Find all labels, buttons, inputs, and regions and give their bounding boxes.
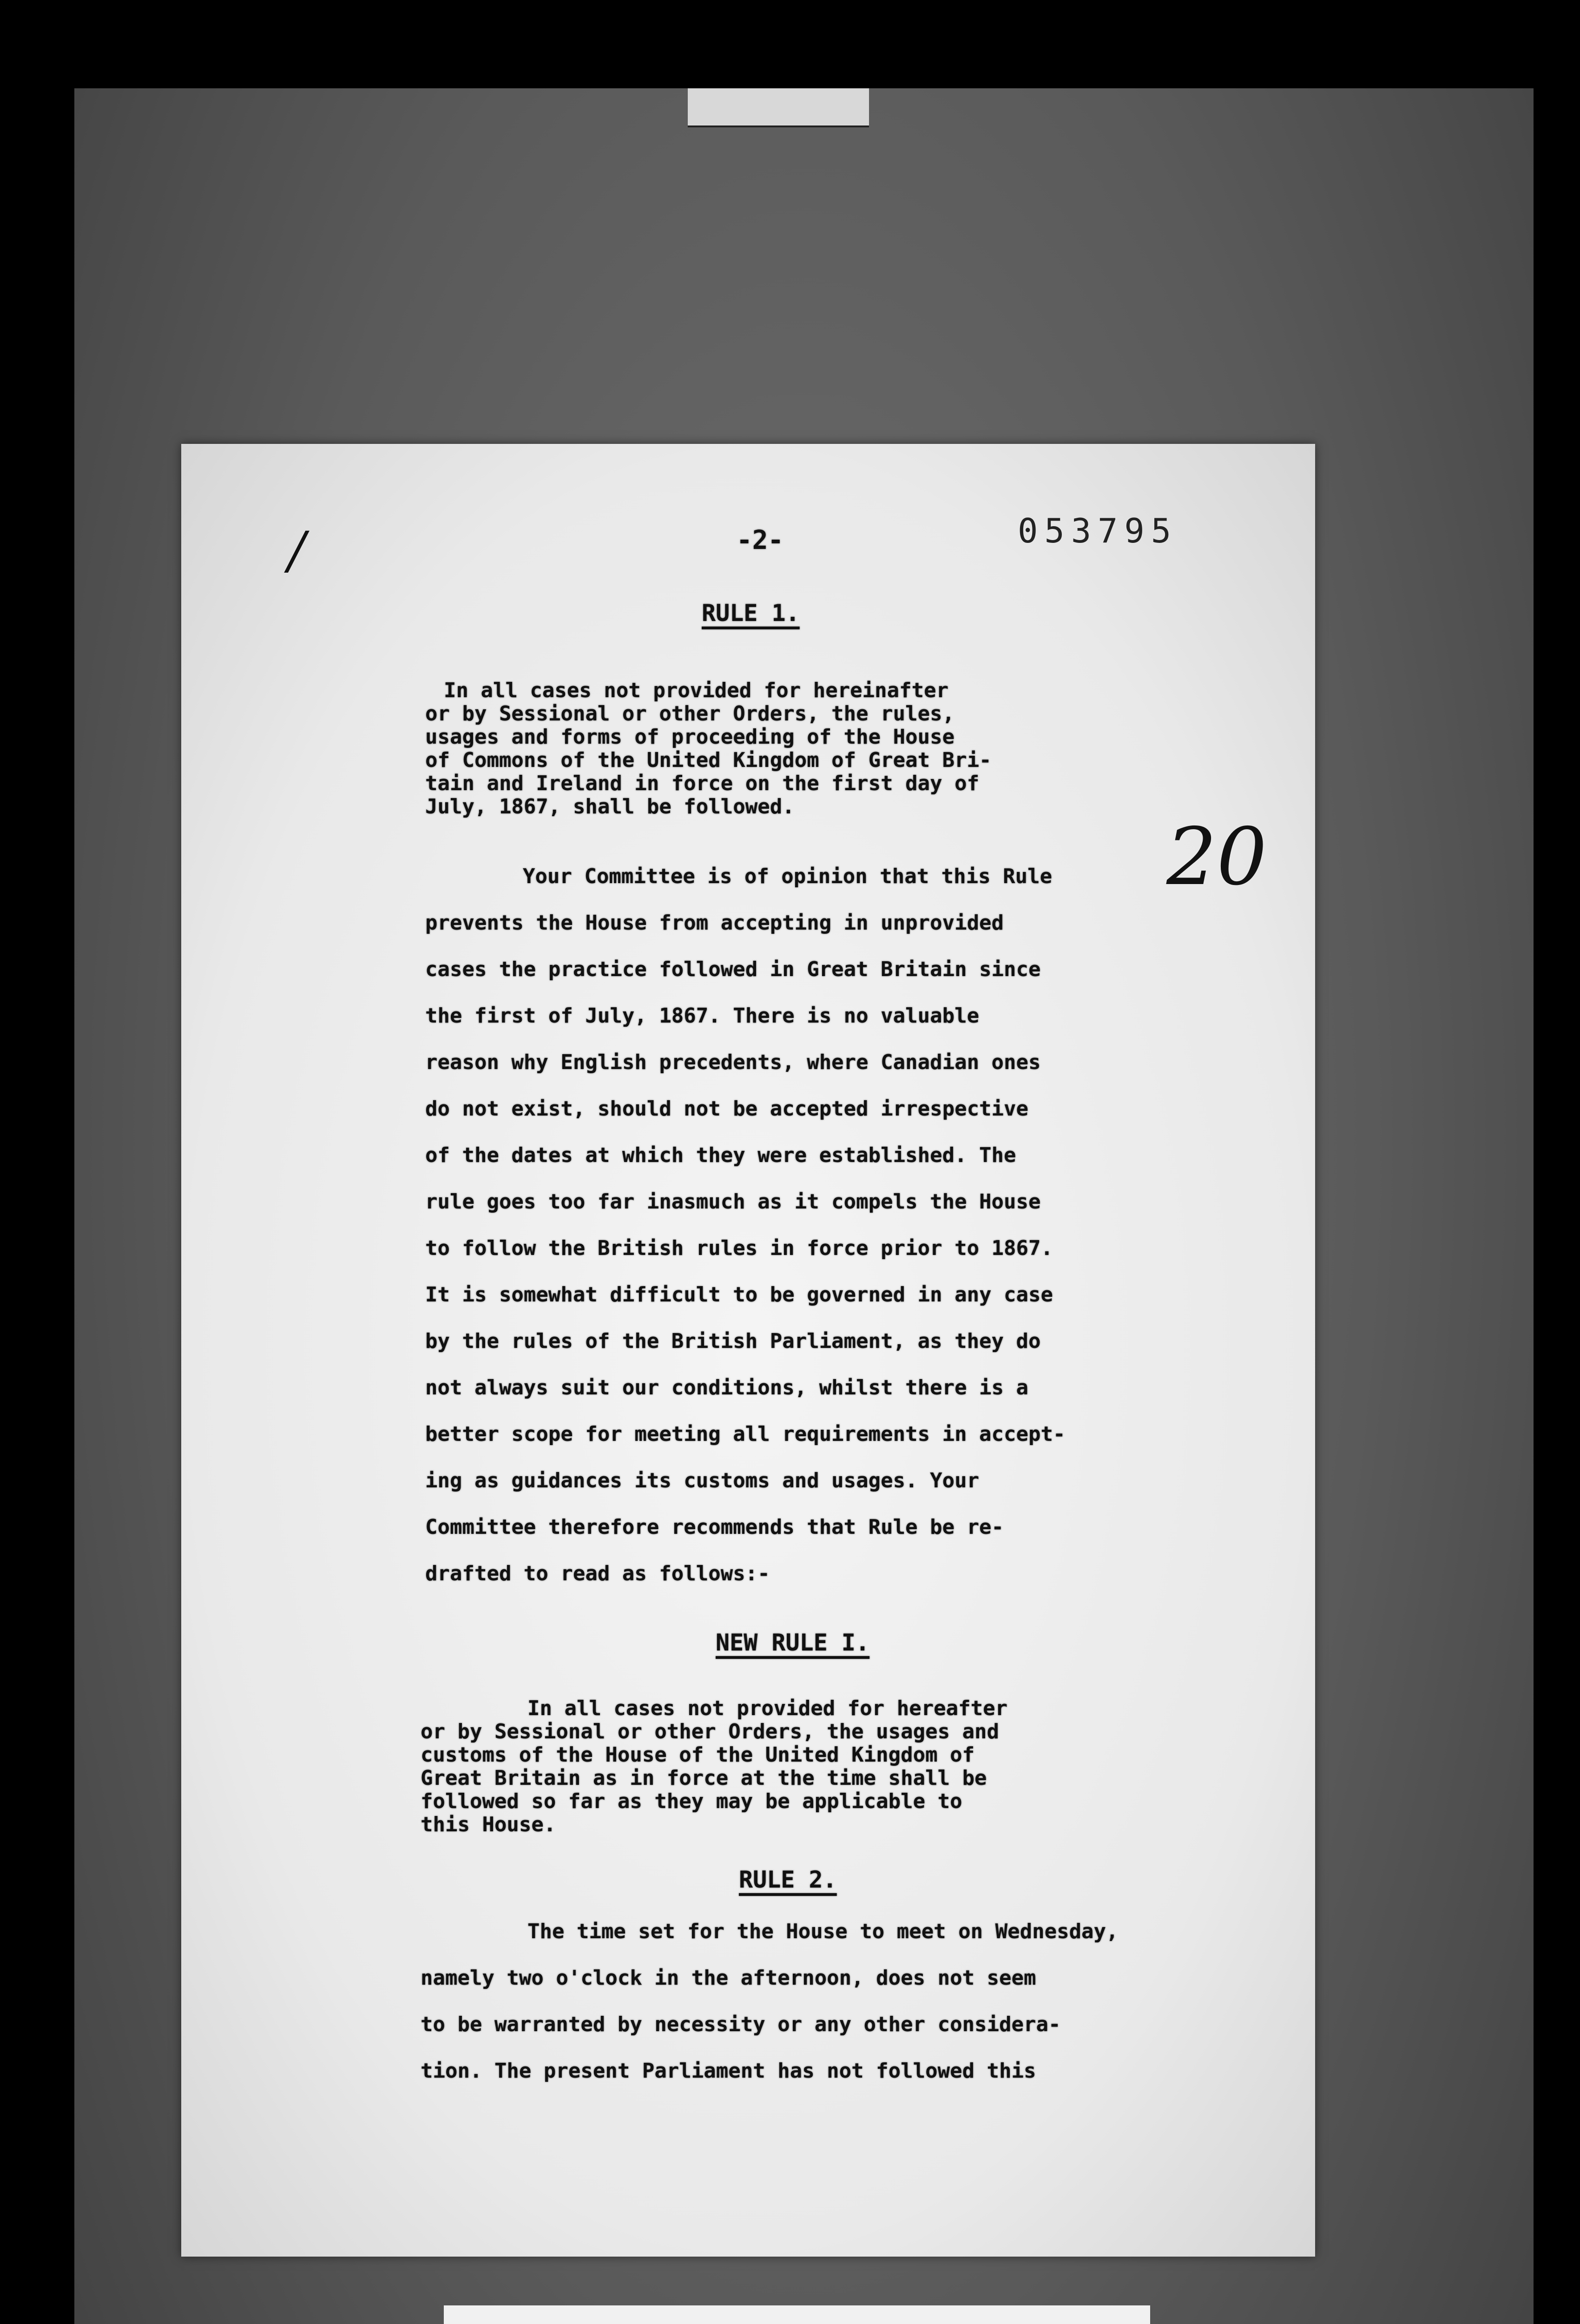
text-line: namely two o'clock in the afternoon, does not seem <box>421 1966 1036 1990</box>
text-line: of the dates at which they were established. The <box>425 1143 1016 1167</box>
text-line: tain and Ireland in force on the first day of <box>425 772 980 795</box>
text-line: rule goes too far inasmuch as it compels the House <box>425 1190 1041 1214</box>
text-line: prevents the House from accepting in unprovided <box>425 911 1004 935</box>
text-line: of Commons of the United Kingdom of Great Bri- <box>425 748 992 772</box>
text-line: or by Sessional or other Orders, the usages and <box>421 1720 1000 1743</box>
text-line: In all cases not provided for hereafter <box>527 1697 1008 1720</box>
text-line: The time set for the House to meet on Wednesday, <box>527 1920 1119 1943</box>
text-line: not always suit our conditions, whilst there is a <box>425 1376 1029 1400</box>
paper-clip <box>688 88 869 127</box>
text-line: Committee therefore recommends that Rule be re- <box>425 1515 1004 1539</box>
text-line: drafted to read as follows:- <box>425 1562 770 1585</box>
text-line: It is somewhat difficult to be governed in any case <box>425 1283 1053 1307</box>
text-line: customs of the House of the United Kingdom of <box>421 1743 975 1767</box>
document-page <box>181 444 1315 2257</box>
text-line: by the rules of the British Parliament, as they do <box>425 1329 1041 1353</box>
text-line: better scope for meeting all requirements in accept- <box>425 1422 1066 1446</box>
text-line: ing as guidances its customs and usages. Your <box>425 1469 980 1492</box>
margin-tick: / <box>288 521 306 580</box>
text-line: usages and forms of proceeding of the House <box>425 725 955 749</box>
text-line: the first of July, 1867. There is no valuable <box>425 1004 980 1028</box>
document-stamp-number: 053795 <box>1018 511 1178 550</box>
text-line: cases the practice followed in Great Britain since <box>425 957 1041 981</box>
text-line: followed so far as they may be applicable to <box>421 1789 962 1813</box>
text-line: this House. <box>421 1813 556 1836</box>
section-heading: NEW RULE I. <box>716 1629 870 1656</box>
text-line: to follow the British rules in force prior to 1867. <box>425 1236 1053 1260</box>
section-heading: RULE 1. <box>702 600 800 627</box>
text-line: Your Committee is of opinion that this Rule <box>523 865 1053 888</box>
text-line: Great Britain as in force at the time shall be <box>421 1766 987 1790</box>
page-number: -2- <box>737 525 784 555</box>
section-heading: RULE 2. <box>739 1866 837 1893</box>
text-line: tion. The present Parliament has not followed this <box>421 2059 1036 2083</box>
text-line: In all cases not provided for hereinafter <box>444 679 949 702</box>
text-line: or by Sessional or other Orders, the rules, <box>425 702 955 726</box>
reference-label <box>444 2305 1150 2324</box>
text-line: to be warranted by necessity or any other considera- <box>421 2013 1061 2036</box>
text-line: July, 1867, shall be followed. <box>425 795 795 819</box>
text-line: reason why English precedents, where Canadian ones <box>425 1050 1041 1074</box>
handwritten-note: 20 <box>1166 811 1267 903</box>
text-line: do not exist, should not be accepted irrespective <box>425 1097 1029 1121</box>
